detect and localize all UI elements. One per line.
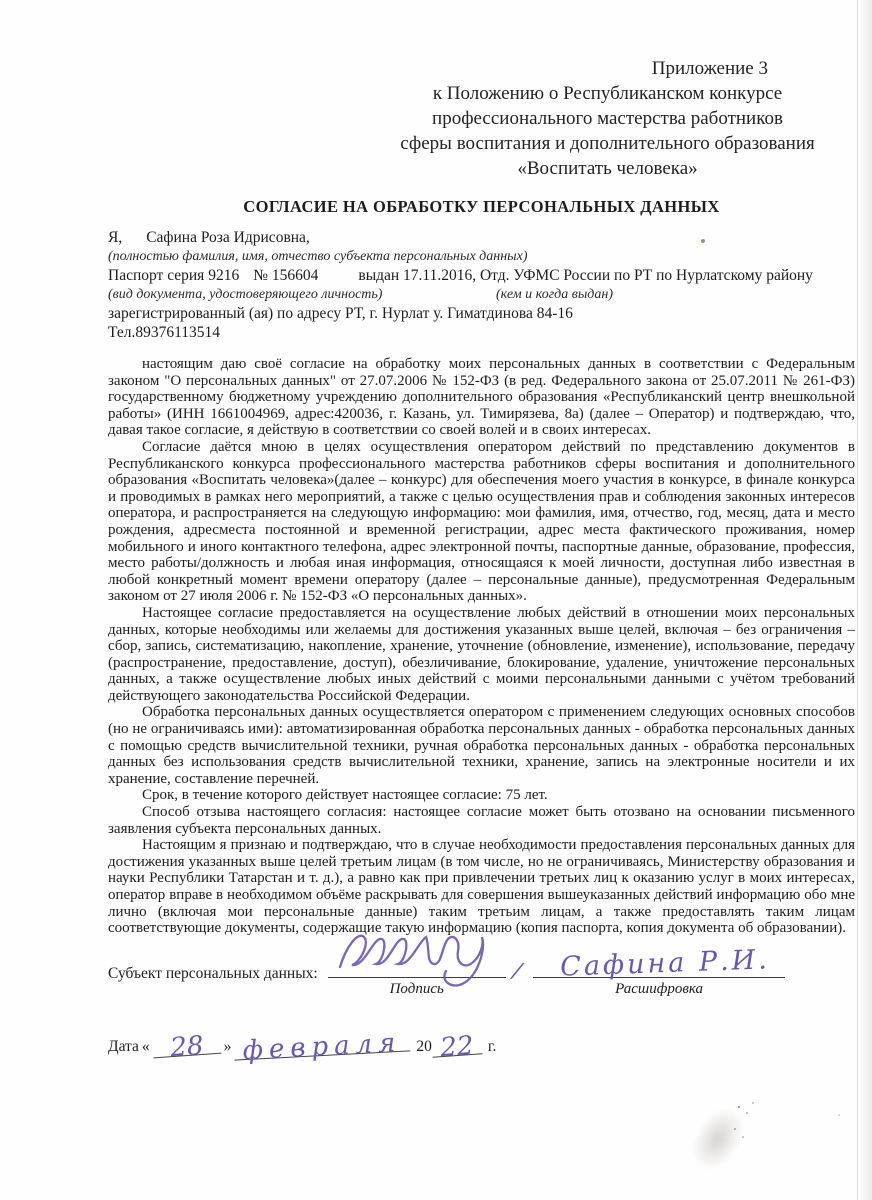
handwritten-year: 22 xyxy=(431,1038,482,1057)
issued-by-hint: (кем и когда выдан) xyxy=(496,287,613,302)
handwritten-day: 28 xyxy=(152,1037,221,1058)
signature-section xyxy=(108,944,855,998)
date-suffix: г. xyxy=(487,1037,497,1055)
document-type-hint: (вид документа, удостоверяющего личность) xyxy=(108,287,383,302)
document-header xyxy=(385,56,830,181)
header-line: к Положению о Республиканском конкурсе xyxy=(432,83,783,104)
signature-caption: Подпись xyxy=(389,980,444,997)
passport-label: Паспорт серия xyxy=(108,267,205,284)
year-prefix: 20 xyxy=(416,1037,432,1055)
signature-separator: / xyxy=(510,958,524,985)
scan-smudge xyxy=(684,1102,751,1176)
date-label: Дата xyxy=(108,1037,139,1055)
header-line: Приложение 3 xyxy=(651,58,768,79)
paragraph-third-parties: Настоящим я признаю и подтверждаю, что в случае необходимости предоставления персональных данных для достижения указанных выше целей третьим лицам (в том числе, но не ограничиваясь, Министерству образования и науки Республики Татарстан и т. д.), а равно как при привлечении третьих лиц к оказанию услуг в моих интересах, оператор вправе в необходимом объёме раскрывать для совершения вышеуказанных действий информацию обо мне лично (включая мои персональные данные) таким третьим лицам, а также предоставлять таким лицам соответствующие документы, содержащие такую информацию (копия паспорта, копия документа об образовании). xyxy=(108,837,855,937)
scan-smudge-specks xyxy=(738,1106,740,1108)
subject-pronoun: Я, xyxy=(108,229,123,246)
transcript-caption: Расшифровка xyxy=(615,980,704,997)
subject-full-name: Сафина Роза Идрисовна, xyxy=(146,229,310,246)
subject-name-line xyxy=(108,228,855,247)
signature-label: Субъект персональных данных: xyxy=(108,964,318,982)
scan-edge-shadow xyxy=(857,0,872,1200)
header-line: сферы воспитания и дополнительного образования xyxy=(400,133,815,154)
handwritten-signature-image xyxy=(334,919,502,993)
passport-number-sign: № xyxy=(253,267,268,284)
open-quote: « xyxy=(141,1037,150,1055)
date-section xyxy=(108,1027,855,1066)
close-quote: » xyxy=(223,1037,232,1055)
document-title: СОГЛАСИЕ НА ОБРАБОТКУ ПЕРСОНАЛЬНЫХ ДАННЫХ xyxy=(243,197,720,216)
phone-line: Тел.89376113514 xyxy=(108,324,221,341)
header-line: профессионального мастерства работников xyxy=(432,108,783,129)
passport-line xyxy=(108,266,855,285)
paragraph-consent-basis: настоящим даю своё согласие на обработку моих персональных данных в соответствии с Федеральным законом "О персональных данных" от 27.07.2006 № 152-ФЗ (в ред. Федерального закона от 25.07.2011 № 261-ФЗ) государственному бюджетному учреждению дополнительного образования «Республиканский центр внешкольной работы» (ИНН 1661004969, адрес:420036, г. Казань, ул. Тимирязева, 8а) (далее – Оператор) и подтверждаю, что, давая такое согласие, я действую в соответствии со своей волей и в своих интересах. xyxy=(108,356,855,439)
transcript-field xyxy=(533,944,785,998)
handwritten-month: февраля xyxy=(234,1035,411,1060)
passport-hints-line xyxy=(108,285,855,304)
header-line: «Воспитать человека» xyxy=(517,158,698,179)
subject-info-block xyxy=(108,228,855,342)
signature-field xyxy=(328,953,506,998)
handwritten-name: Сафина Р.И. xyxy=(559,944,771,983)
passport-issued: выдан 17.11.2016, Отд. УФМС России по РТ по Нурлатскому району xyxy=(358,267,813,284)
paragraph-validity-term: Срок, в течение которого действует настоящее согласие: 75 лет. xyxy=(142,787,548,804)
registration-address-line: зарегистрированный (ая) по адресу РТ, г. Нурлат у. Гиматдинова 84-16 xyxy=(108,305,573,322)
consent-body xyxy=(108,356,855,937)
paragraph-allowed-actions: Настоящее согласие предоставляется на осуществление любых действий в отношении моих персональных данных, которые необходимы или желаемы для достижения указанных выше целей, включая – без ограничения – сбор, запись, систематизацию, накопление, хранение, уточнение (обновление, изменение), использование, передачу (распространение, предоставление, доступ), обезличивание, блокирование, удаление, уничтожение персональных данных, а также осуществление любых иных действий с моими персональными данными с учётом требований действующего законодательства Российской Федерации. xyxy=(108,604,855,704)
passport-series: 9216 xyxy=(208,267,240,284)
passport-number: 156604 xyxy=(271,267,319,284)
scan-speck xyxy=(701,239,705,243)
transcript-line xyxy=(533,944,785,983)
paragraph-processing-methods: Обработка персональных данных осуществляется оператором с применением следующих основных способов (но не ограничиваясь ими): автоматизированная обработка персональных данных - обработка персональных данных с помощью средств вычислительной техники, ручная обработка персональных данных - обработка персональных данных без использования средств вычислительной техники, хранение, запись на электронные носители и их хранение, составление перечней. xyxy=(108,704,855,787)
signature-line xyxy=(328,953,506,978)
paragraph-withdrawal-method: Способ отзыва настоящего согласия: настоящее согласие может быть отозвано на основании письменного заявления субъекта персональных данных. xyxy=(108,804,855,837)
full-name-hint: (полностью фамилия, имя, отчество субъекта персональных данных) xyxy=(108,249,528,264)
paragraph-consent-purpose: Согласие даётся мною в целях осуществления оператором действий по представлению документов в Республиканского конкурса профессионального мастерства работников сферы воспитания и дополнительного образования «Воспитать человека»(далее – конкурс) для обеспечения моего участия в конкурсе, в финале конкурса и проводимых в рамках него мероприятий, а также с целью осуществления прав и соблюдения законных интересов оператора, и распространяется на следующую информацию: мои фамилия, имя, отчество, год, месяц, дата и место рождения, адресместа постоянной и временной регистрации, адрес места фактического проживания, номер мобильного и иного контактного телефона, адрес электронной почты, паспортные данные, образование, профессия, место работы/должность и любая иная информация, относящаяся к моей личности, доступная либо известная в любой конкретный момент времени оператору (далее – персональные данные), предусмотренная Федеральным законом от 27 июля 2006 г. № 152-ФЗ «О персональных данных». xyxy=(108,438,855,605)
